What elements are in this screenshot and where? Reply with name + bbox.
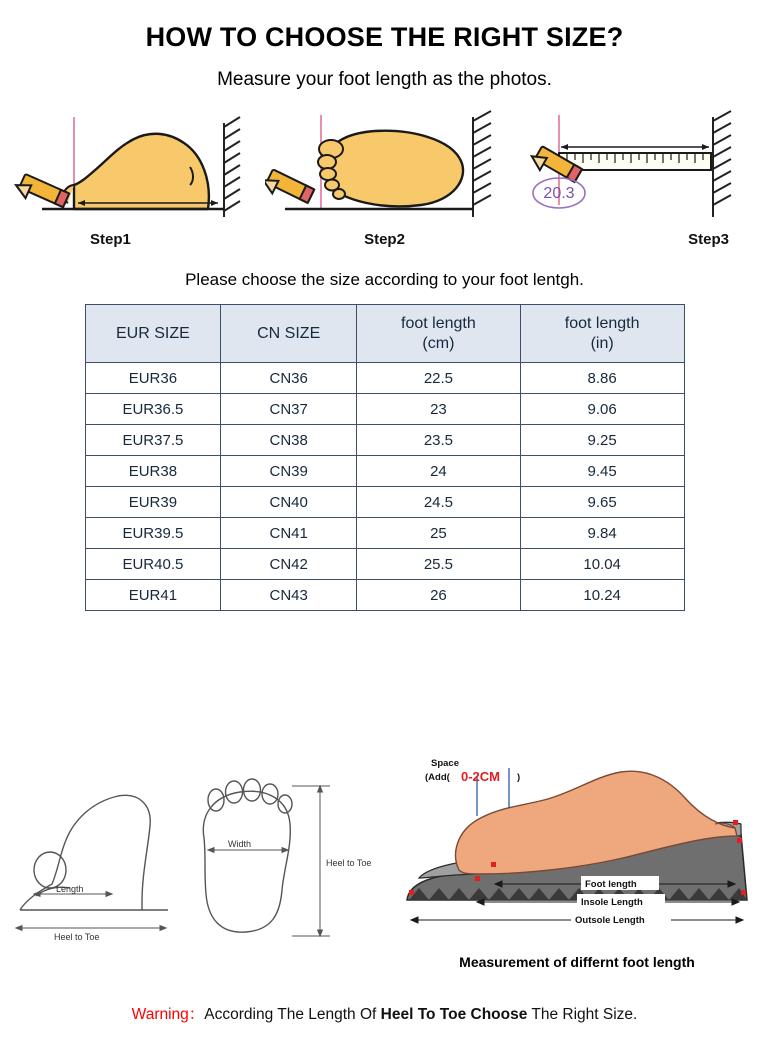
table-header-row <box>85 305 684 363</box>
cell-cn: CN38 <box>221 425 357 456</box>
cell-in: 9.84 <box>520 518 684 549</box>
bottom-diagrams <box>0 750 769 972</box>
table-row <box>85 518 684 549</box>
cell-eur: EUR39.5 <box>85 518 221 549</box>
label-insole-length: Insole Length <box>581 897 643 908</box>
cell-cm: 22.5 <box>357 363 521 394</box>
size-table <box>85 304 685 611</box>
cell-in: 8.86 <box>520 363 684 394</box>
step-2 <box>265 105 505 248</box>
col-cn-size: CN SIZE <box>221 305 357 363</box>
foot-side-view-icon <box>12 105 252 225</box>
step-3-value: 20.3 <box>543 185 575 202</box>
label-space-close: ) <box>517 772 521 783</box>
table-row <box>85 456 684 487</box>
warning-text-1: According The Length Of <box>204 1006 381 1023</box>
table-row <box>85 363 684 394</box>
cell-in: 9.25 <box>520 425 684 456</box>
foot-outline-diagram <box>0 750 385 972</box>
size-guide-page <box>0 22 769 1046</box>
cell-eur: EUR37.5 <box>85 425 221 456</box>
warning-line <box>0 1002 769 1024</box>
cell-cm: 23 <box>357 394 521 425</box>
size-table-head <box>85 305 684 363</box>
cell-cn: CN41 <box>221 518 357 549</box>
cell-cn: CN42 <box>221 549 357 580</box>
col-foot-length-in-l1: foot length <box>564 314 640 332</box>
cell-cm: 24.5 <box>357 487 521 518</box>
cell-cn: CN37 <box>221 394 357 425</box>
steps-row <box>0 105 769 248</box>
cell-eur: EUR36 <box>85 363 221 394</box>
step-2-label: Step2 <box>364 231 405 248</box>
warning-text-2: The Right Size. <box>527 1006 638 1023</box>
page-subtitle: Measure your foot length as the photos. <box>217 69 552 90</box>
label-outsole-length: Outsole Length <box>575 915 645 926</box>
cell-cn: CN39 <box>221 456 357 487</box>
ruler-measure-icon <box>517 105 757 225</box>
label-space-value: 0-2CM <box>461 769 501 784</box>
page-title: HOW TO CHOOSE THE RIGHT SIZE? <box>145 22 624 52</box>
label-heel-to-toe-left: Heel to Toe <box>54 932 100 942</box>
cell-in: 9.65 <box>520 487 684 518</box>
col-foot-length-in <box>520 305 684 363</box>
cell-in: 10.04 <box>520 549 684 580</box>
label-space: Space <box>431 758 459 769</box>
cell-eur: EUR36.5 <box>85 394 221 425</box>
size-instruction: Please choose the size according to your foot lentgh. <box>185 270 584 289</box>
step-3-label: Step3 <box>688 231 729 248</box>
col-foot-length-cm-l1: foot length <box>401 314 476 332</box>
label-space-add: (Add( <box>425 772 450 783</box>
table-row <box>85 580 684 611</box>
size-table-body <box>85 363 684 611</box>
cell-cm: 25.5 <box>357 549 521 580</box>
table-row <box>85 549 684 580</box>
cell-cm: 24 <box>357 456 521 487</box>
label-foot-length: Foot length <box>585 879 637 890</box>
cell-in: 9.45 <box>520 456 684 487</box>
cell-eur: EUR41 <box>85 580 221 611</box>
cell-cn: CN40 <box>221 487 357 518</box>
table-row <box>85 487 684 518</box>
col-foot-length-cm-l2: (cm) <box>422 334 455 352</box>
step-1 <box>12 105 252 248</box>
cell-cn: CN36 <box>221 363 357 394</box>
foot-top-view-icon <box>265 105 505 225</box>
col-foot-length-cm <box>357 305 521 363</box>
shoe-measurement-diagram <box>385 750 769 972</box>
cell-eur: EUR40.5 <box>85 549 221 580</box>
warning-bold: Heel To Toe Choose <box>380 1006 528 1023</box>
cell-eur: EUR39 <box>85 487 221 518</box>
warning-prefix: Warning： <box>131 1006 205 1023</box>
cell-cm: 25 <box>357 518 521 549</box>
cell-cm: 26 <box>357 580 521 611</box>
step-1-label: Step1 <box>90 231 131 248</box>
step-3 <box>517 105 757 248</box>
cell-in: 9.06 <box>520 394 684 425</box>
cell-cn: CN43 <box>221 580 357 611</box>
table-row <box>85 394 684 425</box>
diagram-caption: Measurement of differnt foot length <box>459 954 695 970</box>
table-row <box>85 425 684 456</box>
col-foot-length-in-l2: (in) <box>590 334 614 352</box>
size-table-wrap <box>0 304 769 611</box>
cell-cm: 23.5 <box>357 425 521 456</box>
cell-in: 10.24 <box>520 580 684 611</box>
label-length: Length <box>56 884 84 894</box>
label-heel-to-toe-right: Heel to Toe <box>326 858 372 868</box>
cell-eur: EUR38 <box>85 456 221 487</box>
label-width: Width <box>228 839 252 849</box>
col-eur-size: EUR SIZE <box>85 305 221 363</box>
